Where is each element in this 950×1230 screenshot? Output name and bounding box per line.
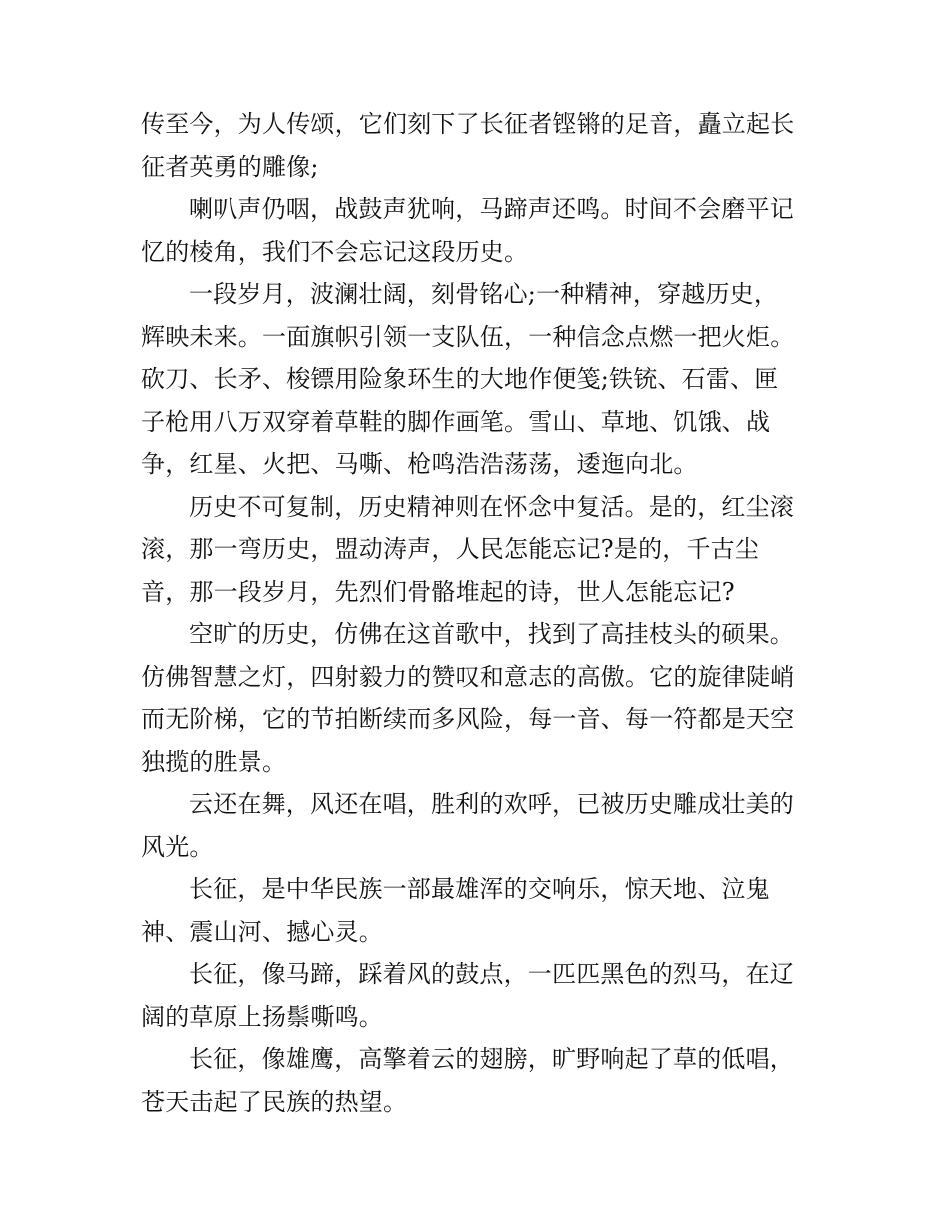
text-line: 音，那一段岁月，先烈们骨骼堆起的诗，世人怎能忘记? [141,577,735,606]
text-line: 征者英勇的雕像; [141,152,319,181]
text-line: 独揽的胜景。 [141,747,287,776]
text-line: 仿佛智慧之灯，四射毅力的赞叹和意志的高傲。它的旋律陡峭 [141,662,795,691]
text-line: 长征，是中华民族一部最雄浑的交响乐，惊天地、泣鬼 [189,875,770,903]
text-line: 长征，像雄鹰，高擎着云的翅膀，旷野响起了草的低唱， [189,1045,794,1073]
text-line: 一段岁月，波澜壮阔，刻骨铭心;一种精神，穿越历史， [189,280,779,308]
text-line: 滚，那一弯历史，盟动涛声，人民怎能忘记?是的，千古尘 [141,535,760,563]
text-line: 砍刀、长矛、梭镖用险象环生的大地作便笺;铁铳、石雷、匣 [141,365,779,393]
text-line: 子枪用八万双穿着草鞋的脚作画笔。雪山、草地、饥饿、战 [141,407,771,436]
text-line: 阔的草原上扬鬃嘶鸣。 [141,1002,383,1031]
text-line: 争，红星、火把、马嘶、枪鸣浩浩荡荡，逶迤向北。 [141,450,698,478]
document-body [141,103,821,1123]
text-line: 长征，像马蹄，踩着风的鼓点，一匹匹黑色的烈马，在辽 [189,960,794,988]
text-line: 辉映未来。一面旗帜引领一支队伍，一种信念点燃一把火炬。 [141,322,795,351]
text-line: 忆的棱角，我们不会忘记这段历史。 [141,237,529,266]
text-line: 空旷的历史，仿佛在这首歌中，找到了高挂枝头的硕果。 [189,620,794,648]
text-line: 风光。 [141,832,214,861]
text-line: 神、震山河、撼心灵。 [141,917,383,946]
text-line: 而无阶梯，它的节拍断续而多风险，每一音、每一符都是天空 [141,705,795,733]
text-line: 云还在舞，风还在唱，胜利的欢呼，已被历史雕成壮美的 [189,790,794,818]
text-line: 苍天击起了民族的热望。 [141,1087,408,1116]
text-line: 传至今，为人传颂，它们刻下了长征者铿锵的足音，矗立起长 [141,110,795,138]
text-line: 喇叭声仍咽，战鼓声犹响，马蹄声还鸣。时间不会磨平记 [189,195,794,223]
text-line: 历史不可复制，历史精神则在怀念中复活。是的，红尘滚 [189,492,794,521]
